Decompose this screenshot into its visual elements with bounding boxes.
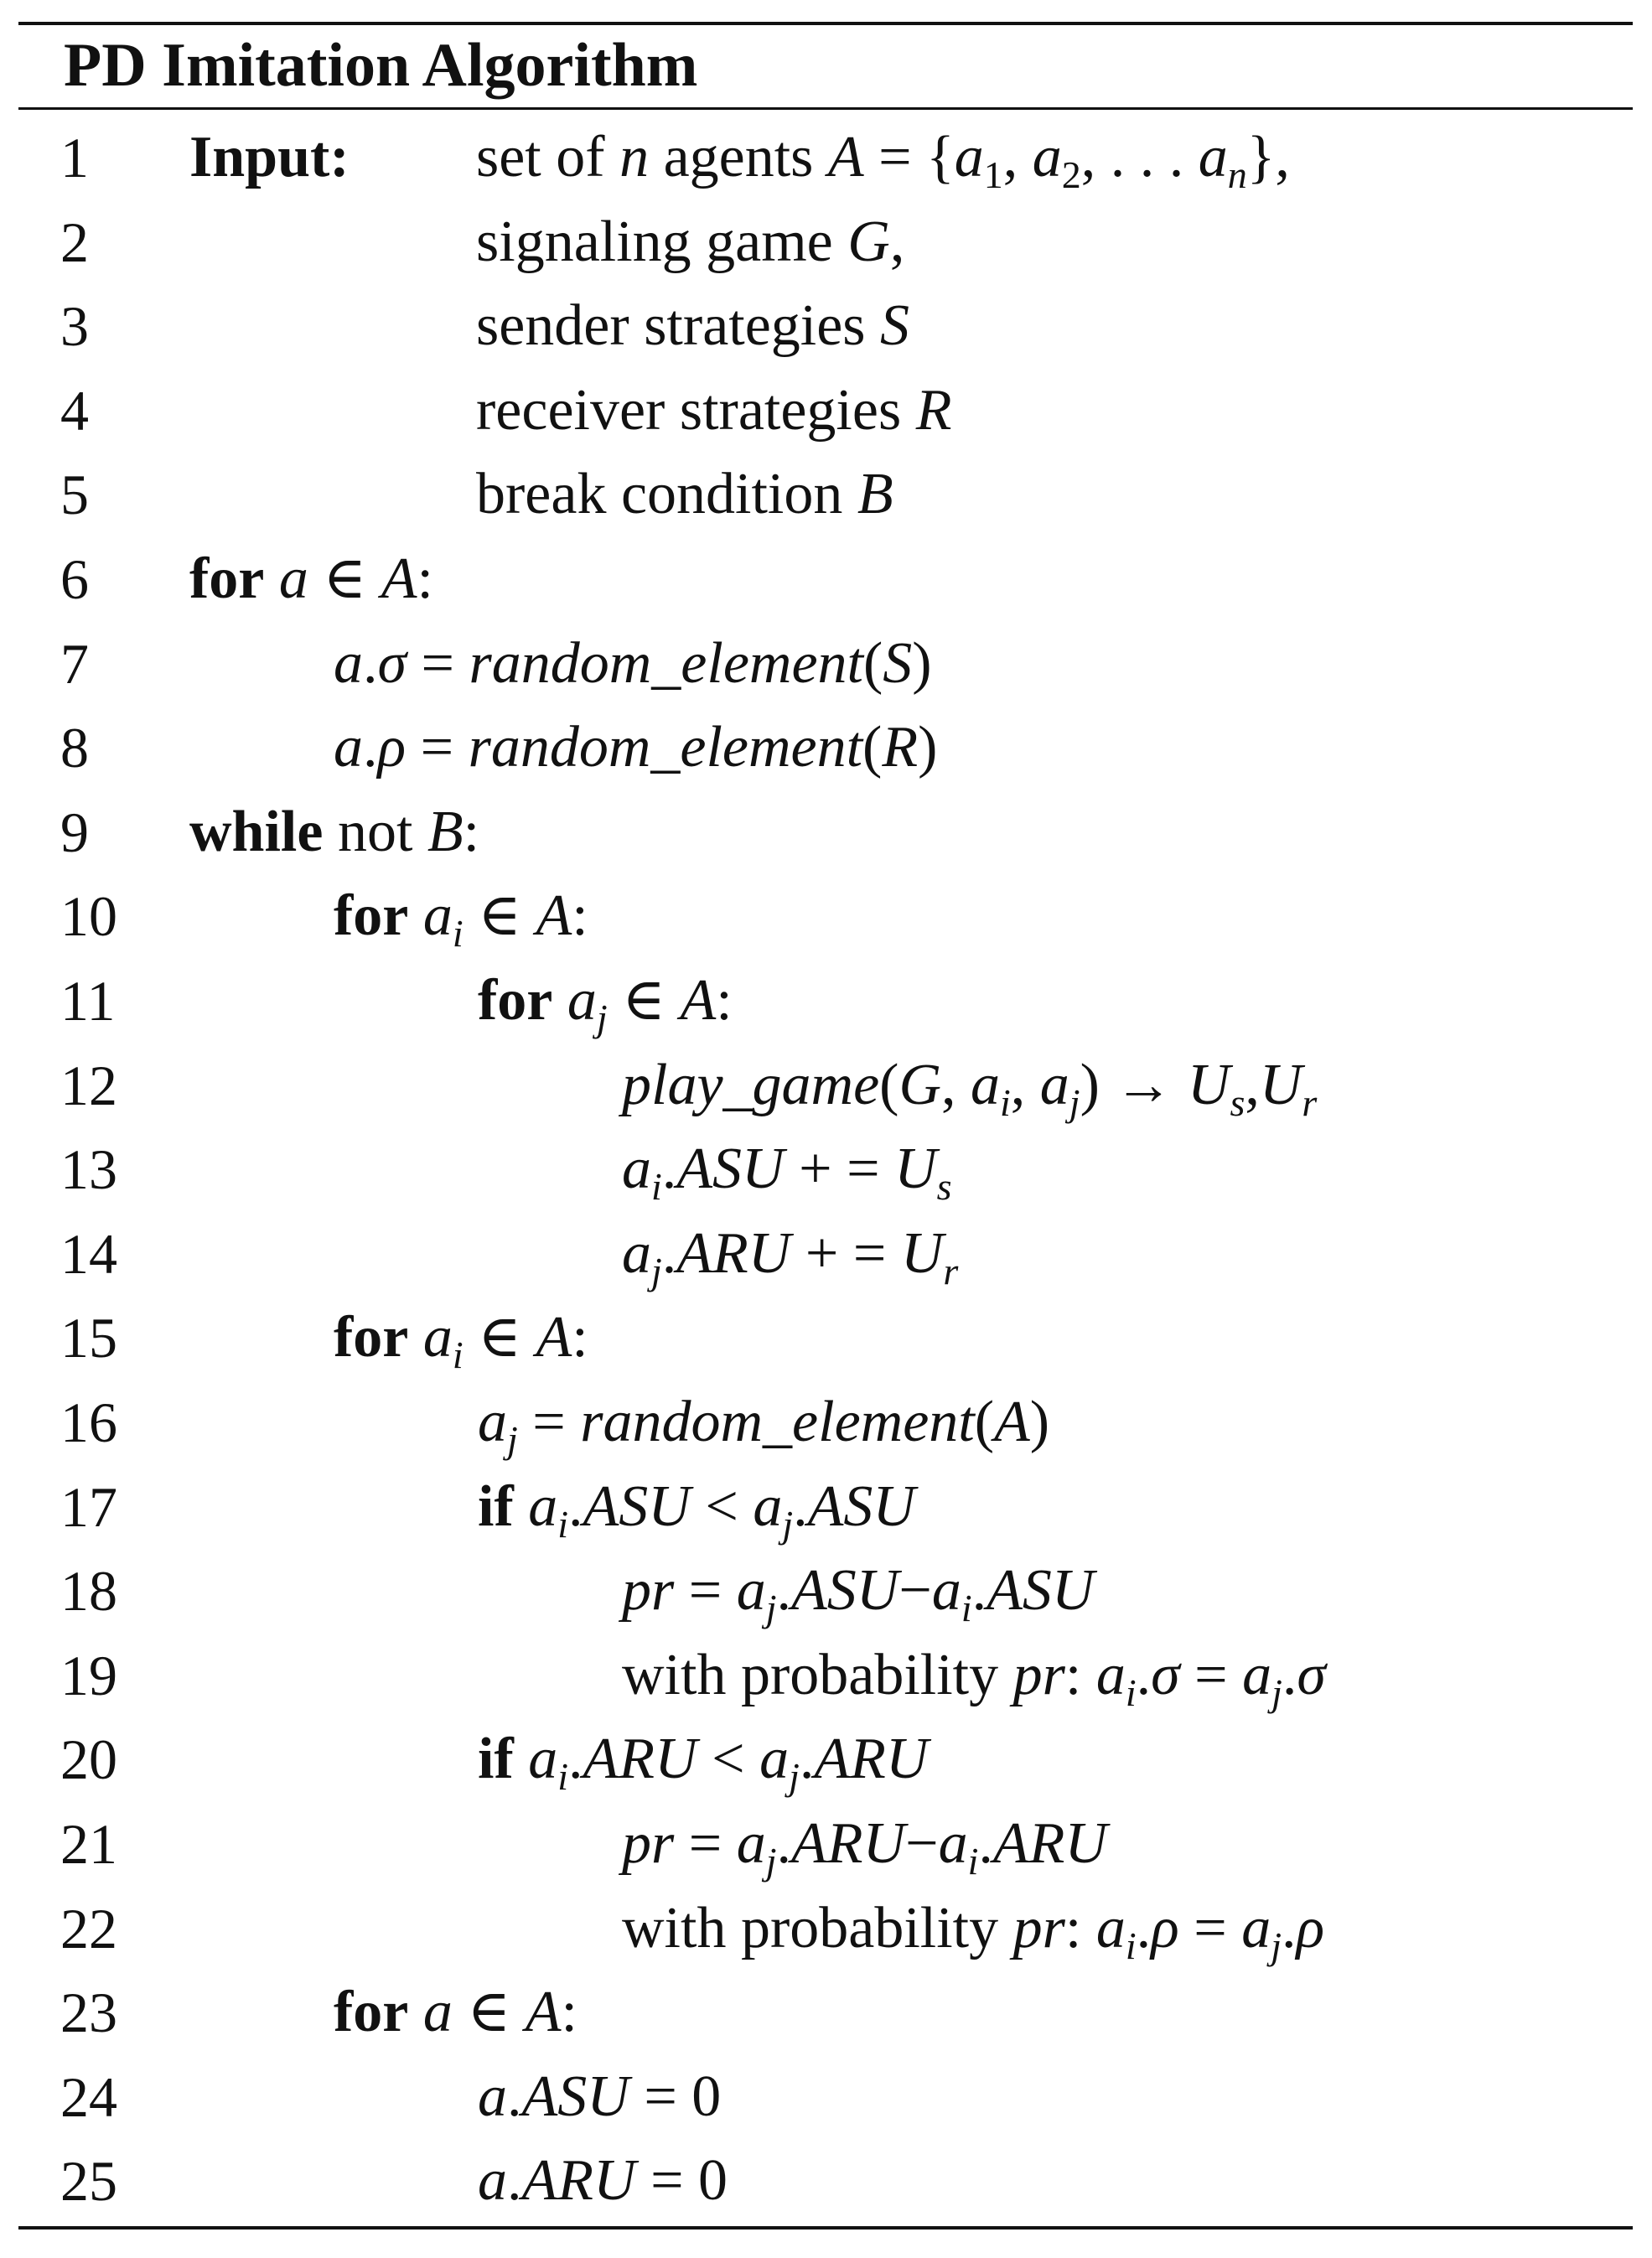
algorithm-line-4 (0, 367, 1652, 454)
line-number: 16 (60, 1391, 117, 1454)
line-code: a.ASU = 0 (478, 2064, 722, 2129)
header-rule (18, 107, 1633, 110)
line-number: 15 (60, 1306, 117, 1370)
algorithm-line-1 (0, 114, 1652, 201)
algorithm-line-5 (0, 451, 1652, 538)
line-number: 8 (60, 716, 89, 779)
line-code: a.ARU = 0 (478, 2148, 728, 2213)
line-code: signaling game G, (476, 210, 905, 274)
line-code: $a_j.ARU$ + = $U_r$ (622, 1221, 959, 1292)
line-number: 20 (60, 1727, 117, 1791)
algorithm-line-6 (0, 536, 1652, 623)
line-code: break condition B (476, 462, 893, 526)
algorithm-line-20 (0, 1716, 1652, 1803)
algorithm-line-22 (0, 1885, 1652, 1972)
line-code: $a_j$ = random_element(A) (478, 1390, 1050, 1461)
line-number: 13 (60, 1137, 117, 1201)
line-number: 4 (60, 379, 89, 443)
algorithm-line-10 (0, 873, 1652, 960)
line-number: 7 (60, 632, 89, 696)
line-code: a.ρ = random_element(R) (334, 715, 938, 779)
algorithm-line-14 (0, 1210, 1652, 1297)
line-code: a.σ = random_element(S) (334, 631, 932, 696)
algorithm-line-19 (0, 1632, 1652, 1719)
line-number: 24 (60, 2065, 117, 2129)
algorithm-title: PD Imitation Algorithm (64, 31, 698, 100)
line-number: 3 (60, 294, 89, 358)
bottom-rule (18, 2226, 1633, 2230)
line-code: play_game(G, $a_i$, $a_j) \to U_s,U_r$ (622, 1053, 1318, 1124)
algorithm-line-21 (0, 1800, 1652, 1888)
line-number: 23 (60, 1981, 117, 2044)
line-code: for $a_j$ ∈ A: (478, 968, 733, 1039)
algorithm-line-25 (0, 2137, 1652, 2224)
line-code: for a ∈ A: (189, 546, 433, 611)
algorithm-line-3 (0, 282, 1652, 370)
line-code: set of n agents $A = \{a_1$, $a_2$, . . . $a_n$}, (476, 125, 1290, 196)
algorithm-line-24 (0, 2053, 1652, 2141)
line-code: for $a_i$ ∈ A: (334, 883, 588, 955)
line-code: $a_i.ASU$ + = $U_s$ (622, 1137, 952, 1208)
algorithm-line-16 (0, 1379, 1652, 1466)
line-number: 22 (60, 1897, 117, 1960)
line-number: 18 (60, 1559, 117, 1623)
algorithm-line-9 (0, 789, 1652, 876)
line-number: 1 (60, 126, 89, 189)
line-code: pr = $a_j.ARU-a_i.ARU$ (622, 1811, 1107, 1883)
line-code: with probability pr: $a_i.\rho = a_j.\rho$ (622, 1896, 1325, 1967)
line-number: 19 (60, 1644, 117, 1707)
line-number: 2 (60, 210, 89, 274)
line-code: for a ∈ A: (334, 1980, 577, 2044)
algorithm-line-7 (0, 620, 1652, 707)
algorithm-line-18 (0, 1547, 1652, 1634)
algorithm-line-2 (0, 199, 1652, 286)
input-label: Input: (189, 125, 350, 189)
line-number: 12 (60, 1054, 117, 1117)
line-code: if $a_i.ARU < a_j.ARU$ (478, 1727, 929, 1798)
line-code: for $a_i$ ∈ A: (334, 1305, 588, 1376)
line-number: 25 (60, 2149, 117, 2213)
line-code: if $a_i.ASU < a_j.ASU$ (478, 1474, 915, 1546)
line-code: pr = $a_j.ASU-a_i.ASU$ (622, 1558, 1095, 1629)
line-number: 6 (60, 547, 89, 611)
line-number: 17 (60, 1475, 117, 1539)
line-number: 5 (60, 463, 89, 526)
algorithm-line-23 (0, 1969, 1652, 2056)
line-number: 11 (60, 969, 116, 1033)
algorithm-line-13 (0, 1126, 1652, 1213)
algorithm-line-12 (0, 1042, 1652, 1129)
line-number: 10 (60, 884, 117, 948)
line-code: receiver strategies R (476, 378, 952, 443)
line-number: 21 (60, 1812, 117, 1876)
line-code: sender strategies S (476, 293, 910, 358)
line-number: 14 (60, 1222, 117, 1286)
algorithm-line-8 (0, 704, 1652, 791)
algorithm-line-11 (0, 957, 1652, 1044)
algorithm-line-15 (0, 1294, 1652, 1381)
line-code: with probability pr: $a_i.\sigma = a_j.\sigma$ (622, 1643, 1326, 1714)
algorithm-line-17 (0, 1463, 1652, 1551)
line-number: 9 (60, 800, 89, 864)
line-code: while not B: (189, 800, 480, 864)
